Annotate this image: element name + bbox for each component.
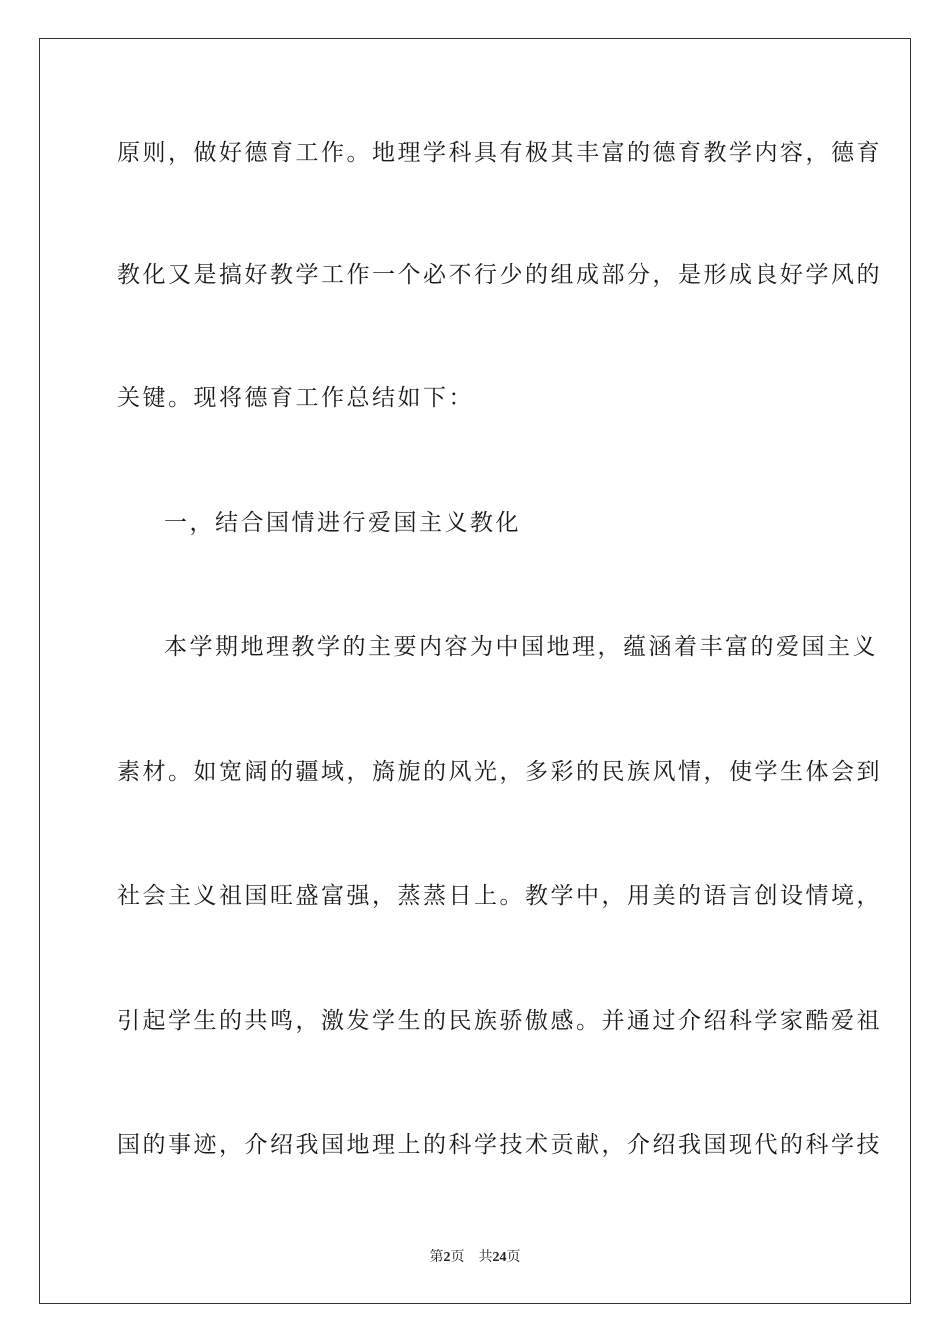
body-line-9: 国的事迹，介绍我国地理上的科学技术贡献，介绍我国现代的科学技 [117,1132,882,1158]
page-footer [0,1248,950,1267]
body-line-1: 原则，做好德育工作。地理学科具有极其丰富的德育教学内容，德育 [117,140,882,166]
footer-page-prefix: 第 [429,1249,444,1265]
footer-page-number: 2 [443,1250,451,1265]
body-line-7: 社会主义祖国旺盛富强，蒸蒸日上。教学中，用美的语言创设情境， [117,883,882,909]
body-line-6: 素材。如宽阔的疆域，旖旎的风光，多彩的民族风情，使学生体会到 [117,759,882,785]
body-line-2: 教化又是搞好教学工作一个必不行少的组成部分，是形成良好学风的 [117,262,882,288]
footer-total-suffix: 页 [506,1249,521,1265]
page-border [39,38,911,1304]
body-line-3: 关键。现将德育工作总结如下： [117,385,474,411]
footer-total-pages: 24 [492,1250,507,1265]
body-line-5: 本学期地理教学的主要内容为中国地理，蕴涵着丰富的爱国主义 [164,634,878,660]
footer-page-suffix: 页 [450,1249,465,1265]
section-heading: 一，结合国情进行爱国主义教化 [164,510,521,536]
footer-total-prefix: 共 [478,1249,493,1265]
body-line-8: 引起学生的共鸣，激发学生的民族骄傲感。并通过介绍科学家酷爱祖 [117,1008,882,1034]
